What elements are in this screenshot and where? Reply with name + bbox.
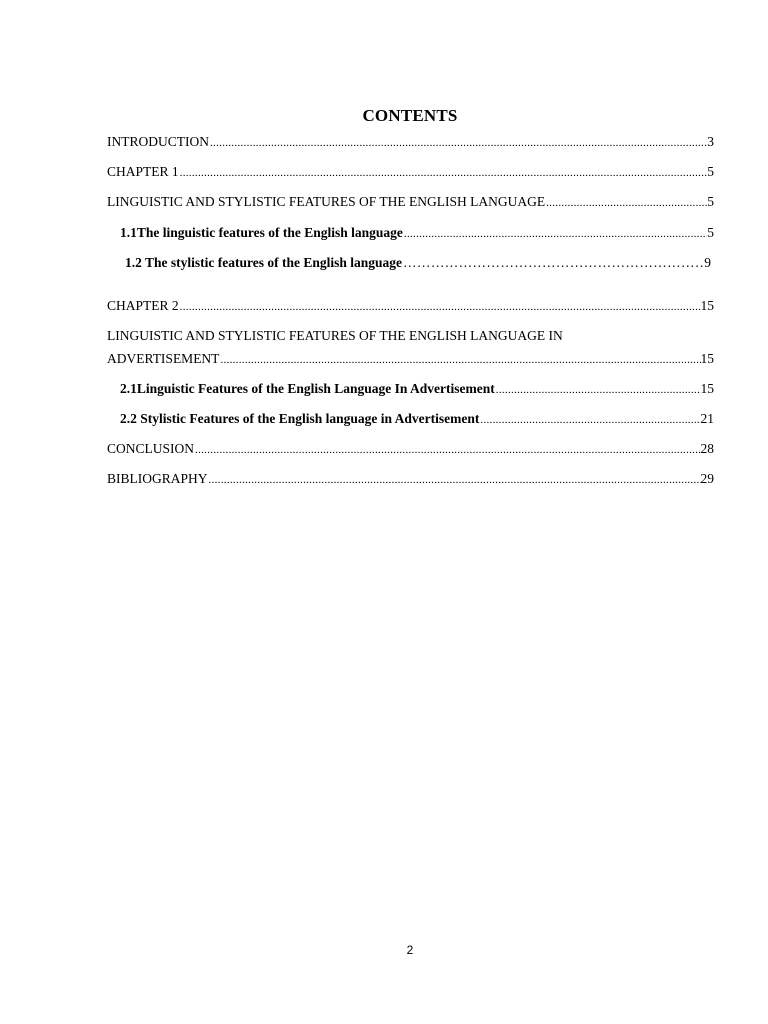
toc-entry-page: 28 <box>700 441 714 456</box>
toc-leader-dots <box>179 163 708 182</box>
toc-leader-dots <box>208 470 701 489</box>
toc-entry-section-1-2 <box>125 253 711 273</box>
toc-entry-label: 1.2 The stylistic features of the English language <box>125 255 403 270</box>
toc-entry-label: LINGUISTIC AND STYLISTIC FEATURES OF THE ENGLISH LANGUAGE <box>107 194 546 209</box>
toc-entry-page: 5 <box>707 164 714 179</box>
toc-leader-dots <box>194 440 700 459</box>
toc-leader-dots <box>402 253 704 273</box>
toc-entry-page: 3 <box>707 134 714 149</box>
toc-entry-section-1-1 <box>120 223 714 243</box>
toc-entry-chapter-2-title-line-2 <box>107 349 714 369</box>
toc-entry-page: 5 <box>707 194 714 209</box>
toc-entry-chapter-1 <box>107 162 714 182</box>
toc-entry-label: CONCLUSION <box>107 441 195 456</box>
toc-entry-label: 1.1The linguistic features of the English language <box>120 225 403 240</box>
toc-leader-dots <box>209 133 707 152</box>
toc-entry-section-2-2 <box>120 409 714 429</box>
toc-entry-page: 9 <box>704 255 711 270</box>
toc-leader-dots <box>179 297 701 316</box>
toc-entry-label: Linguistic Features of the English Language In Advertisement <box>136 381 495 396</box>
toc-entry-page: 15 <box>700 381 714 396</box>
toc-entry-page: 5 <box>707 225 714 240</box>
toc-entry-number: 2.1 <box>120 381 137 396</box>
toc-entry-conclusion <box>107 439 714 459</box>
toc-entry-label: CHAPTER 2 <box>107 298 179 313</box>
toc-entry-label: 2.2 Stylistic Features of the English language in Advertisement <box>120 411 480 426</box>
toc-entry-page: 15 <box>700 298 714 313</box>
toc-entry-page: 29 <box>700 471 714 486</box>
toc-entry-section-2-1 <box>120 379 714 399</box>
toc-entry-chapter-1-title <box>107 192 714 212</box>
toc-entry-label: CHAPTER 1 <box>107 164 179 179</box>
toc-entry-bibliography <box>107 469 714 489</box>
toc-leader-dots <box>495 380 701 399</box>
toc-leader-dots <box>403 224 707 243</box>
toc-entry-label: ADVERTISEMENT <box>107 351 220 366</box>
toc-entry-page: 15 <box>700 351 714 366</box>
toc-leader-dots <box>545 193 707 212</box>
toc-entry-chapter-2-title-line-1: LINGUISTIC AND STYLISTIC FEATURES OF THE ENGLISH LANGUAGE IN <box>107 328 563 343</box>
toc-entry-introduction <box>107 132 714 152</box>
toc-leader-dots <box>479 410 700 429</box>
page-number: 2 <box>406 943 414 957</box>
page-title: CONTENTS <box>362 106 458 125</box>
toc-entry-label: INTRODUCTION <box>107 134 209 149</box>
toc-entry-chapter-2 <box>107 296 714 316</box>
toc-entry-page: 21 <box>700 411 714 426</box>
toc-leader-dots <box>219 350 700 369</box>
toc-entry-label: BIBLIOGRAPHY <box>107 471 208 486</box>
